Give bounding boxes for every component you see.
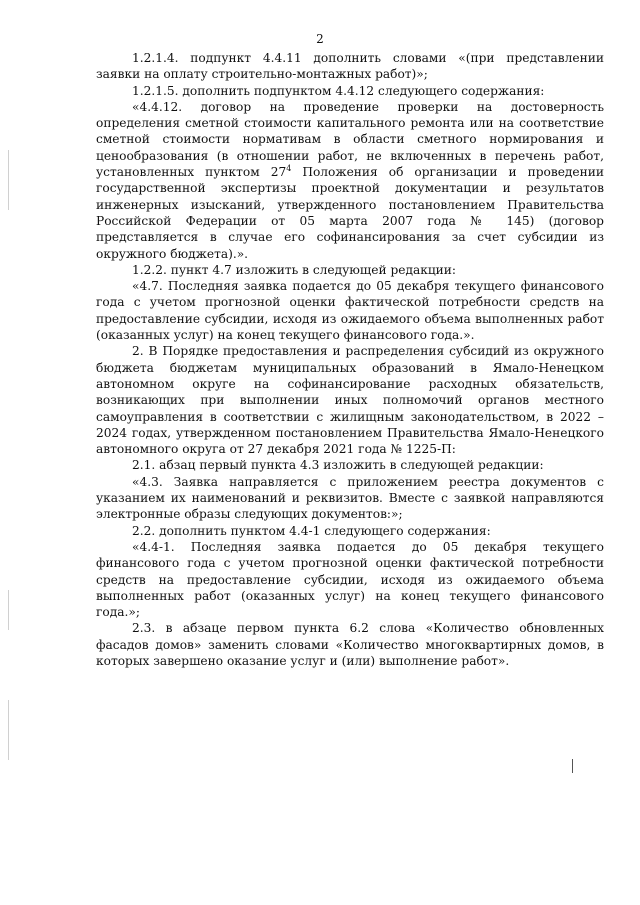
paragraph-text: 1.2.1.5. дополнить подпунктом 4.4.12 следующего содержания: xyxy=(132,83,545,98)
paragraph-4-4-1 xyxy=(96,539,604,620)
paragraph-2 xyxy=(96,343,604,457)
paragraph-text: «4.7. Последняя заявка подается до 05 декабря текущего финансового года с учетом прогнозной оценки фактической потребности средств на предоставление субсидии, исходя из ожидаемого объема выполненных работ (оказанных услуг) на конец текущего финансового года.». xyxy=(96,279,604,343)
paragraph-2-1 xyxy=(96,457,604,473)
superscript: 4 xyxy=(286,164,292,174)
paragraph-text: «4.4-1. Последняя заявка подается до 05 декабря текущего финансового года с учетом прогнозной оценки фактической потребности средств на предоставление субсидии, исходя из ожидаемого объема выполненных работ (оказанных услуг) на конец текущего финансового года.»; xyxy=(96,539,604,620)
scan-edge-mark xyxy=(8,700,9,760)
paragraph-1-2-2 xyxy=(96,262,604,278)
paragraph-text: 1.2.2. пункт 4.7 изложить в следующей редакции: xyxy=(132,262,457,277)
scan-edge-mark xyxy=(8,590,9,630)
page-number: 2 xyxy=(316,32,324,46)
paragraph-4-4-12 xyxy=(96,99,604,262)
paragraph-text: 2.2. дополнить пунктом 4.4-1 следующего содержания: xyxy=(132,523,491,538)
paragraph-4-3 xyxy=(96,474,604,523)
margin-bar xyxy=(572,759,573,773)
paragraph-text: 1.2.1.4. подпункт 4.4.11 дополнить словами «(при представлении заявки на оплату строительно-монтажных работ)»; xyxy=(96,51,604,82)
paragraph-text: 2.3. в абзаце первом пункта 6.2 слова «Количество обновленных фасадов домов» заменить словами «Количество многоквартирных домов, в которых завершено оказание услуг и (или) выполнение работ». xyxy=(96,621,604,668)
paragraph-4-7 xyxy=(96,278,604,343)
paragraph-text: 2.1. абзац первый пункта 4.3 изложить в следующей редакции: xyxy=(132,458,544,473)
paragraph-text: «4.4.12. договор на проведение проверки на достоверность определения сметной стоимости капитального ремонта или на соответствие сметной стоимости нормативам в области сметного нормирования и ценообразования (в отношении работ, не включенных в перечень работ, установленных пунктом 27 xyxy=(96,99,604,180)
paragraph-1-2-1-5 xyxy=(96,83,604,99)
paragraph-1-2-1-4 xyxy=(96,50,604,83)
paragraph-2-2 xyxy=(96,523,604,539)
paragraph-text: «4.3. Заявка направляется с приложением реестра документов с указанием их наименований и реквизитов. Вместе с заявкой направляются электронные образы следующих документов:»; xyxy=(96,474,604,522)
document-body xyxy=(96,50,604,669)
paragraph-text-continued: Положения об организации и проведении государственной экспертизы проектной документации и результатов инженерных изысканий, утвержденного постановлением Правительства Российской Федерации от 05 марта 2007 года № 145) (договор представляется в случае его софинансирования за счет субсидии из окружного бюджета).». xyxy=(96,165,604,261)
scan-edge-mark xyxy=(8,150,9,210)
paragraph-text: 2. В Порядке предоставления и распределения субсидий из окружного бюджета бюджетам муниципальных образований в Ямало-Ненецком автономном округе на софинансирование расходных обязательств, возникающих при выполнении иных полномочий органов местного самоуправления в соответствии с жилищным законодательством, в 2022 – 2024 годах, утвержденном постановлением Правительства Ямало-Ненецкого автономного округа от 27 декабря 2021 года № 1225-П: xyxy=(96,344,604,457)
paragraph-2-3 xyxy=(96,620,604,669)
